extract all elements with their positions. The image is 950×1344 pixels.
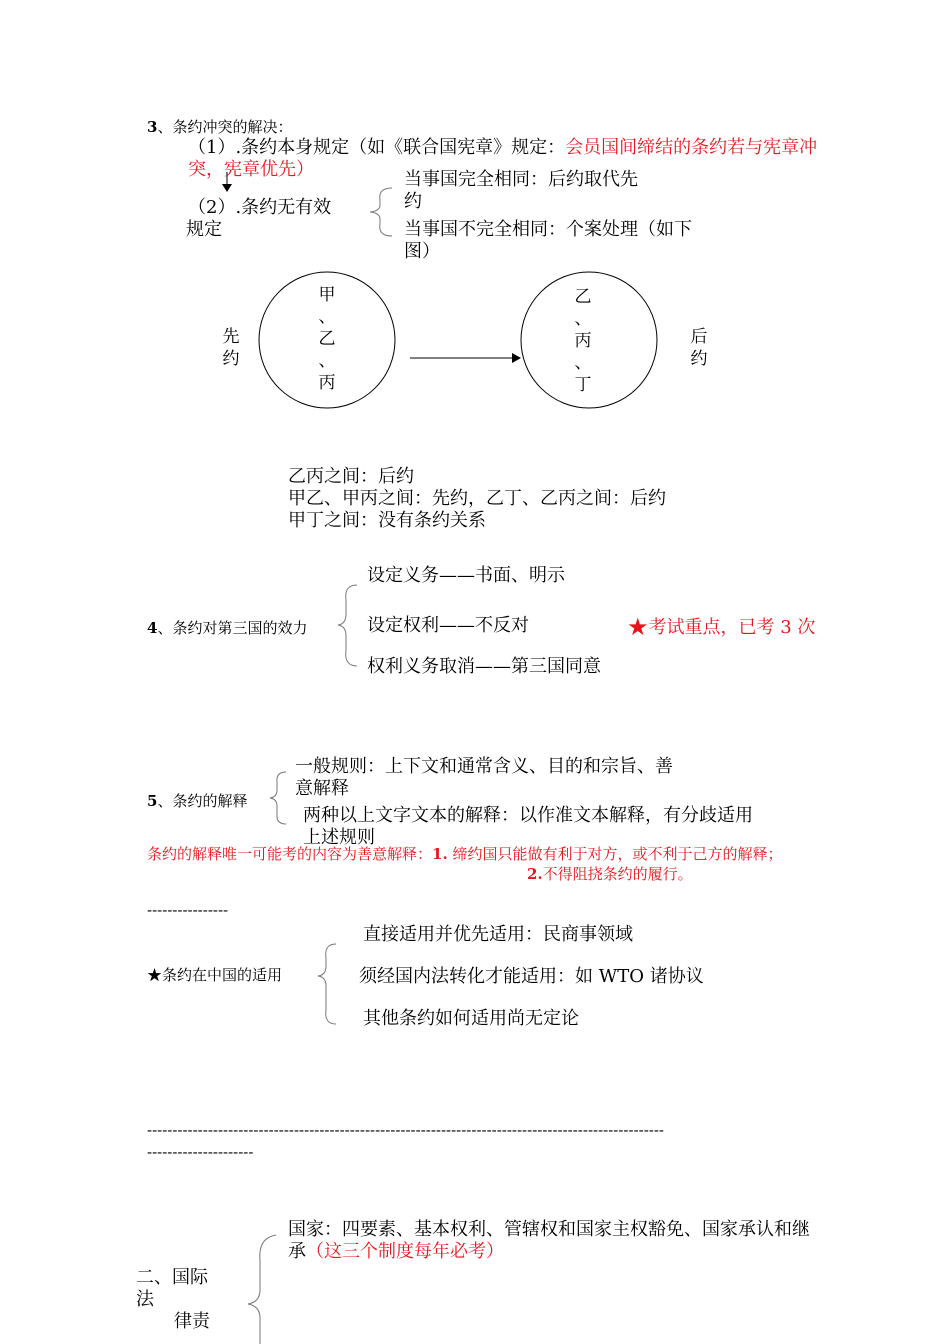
relation-2: 甲乙、甲丙之间：先约，乙丁、乙丙之间：后约 [288,488,666,509]
interp-item-2: 两种以上文字文本的解释：以作准文本解释，有分歧适用 [303,805,753,826]
brace-section4 [338,585,357,666]
left-label-char-1: 约 [222,349,240,369]
right-label-char-1: 约 [690,349,708,369]
interp-item-2-cut: 上述规则 [303,827,375,848]
relation-3: 甲丁之间：没有条约关系 [288,510,486,531]
third-party-item-3: 权利义务取消——第三国同意 [367,656,601,677]
rule2-cut: 规定 [186,219,222,240]
interp-item-1: 一般规则：上下文和通常含义、目的和宗旨、善 [295,756,673,777]
brace-rule2 [370,188,392,236]
short-divider: ---------------- [147,901,229,919]
right-circle-char-1: 、 [574,309,592,329]
third-party-item-1: 设定义务——书面、明示 [367,565,565,586]
earlier-treaty-circle [259,272,395,408]
china-item-3: 其他条约如何适用尚无定论 [363,1008,579,1029]
relation-1: 乙丙之间：后约 [288,466,414,487]
rule1-red: 会员国间缔结的条约若与宪章冲 [565,137,818,158]
long-divider-2: --------------------- [147,1143,254,1161]
left-circle-char-3: 、 [318,351,336,371]
third-party-item-2: 设定权利——不反对 [367,615,529,636]
section5-title: 5、条约的解释 [147,792,248,810]
state-line1: 国家：四要素、基本权利、管辖权和国家主权豁免、国家承认和继 [288,1219,810,1240]
china-item-2: 须经国内法转化才能适用：如 WTO 诸协议 [359,966,704,987]
branch1-line: 当事国完全相同：后约取代先 [404,169,638,190]
branch2-line: 当事国不完全相同：个案处理（如下 [404,219,692,240]
long-divider-1: ------------------------------------------------------------------------------------------------------ [147,1121,664,1139]
left-circle-char-2: 乙 [318,329,336,349]
state-red-note: （这三个制度每年必考） [306,1241,504,1262]
rule1-prefix: （1）.条约本身规定（如《联合国宪章》规定： [188,137,566,158]
left-circle-char-1: 、 [318,307,336,327]
brace-section5 [270,772,286,824]
star-icon: ★ [627,613,649,641]
state-line2: 承（这三个制度每年必考） [288,1241,504,1262]
branch2-cut: 图） [404,241,440,262]
left-circle-char-4: 丙 [318,373,336,393]
down-arrow-head [222,184,232,192]
cut-label: 律责 [174,1311,210,1332]
rule2-line: （2）.条约无有效 [188,197,332,218]
left-label-char-0: 先 [222,327,240,347]
china-item-1: 直接适用并优先适用：民商事领域 [363,924,633,945]
right-circle-char-4: 丁 [574,375,592,395]
brace-china [318,944,336,1024]
section-two-title-1: 二、国际 [136,1267,208,1288]
rule1-cut: 突，宪章优先） [188,159,314,180]
section-two-title-2: 法 [136,1289,154,1310]
left-circle-char-0: 甲 [318,285,336,305]
section4-title: 4、条约对第三国的效力 [147,619,308,637]
interp-note-line2: 2.不得阻挠条约的履行。 [527,865,693,883]
later-treaty-circle [521,272,657,408]
right-label-char-0: 后 [690,327,708,347]
circle-arrow-head [512,353,521,363]
china-title: ★条约在中国的适用 [147,966,283,984]
interp-note-line1: 条约的解释唯一可能考的内容为善意解释：1. 缔约国只能做有利于对方，或不利于己方的解释； [147,845,783,863]
right-circle-char-0: 乙 [574,287,592,307]
right-circle-char-2: 丙 [574,331,592,351]
exam-note-text: 考试重点，已考 3 次 [648,617,816,638]
right-circle-char-3: 、 [574,353,592,373]
section3-title: 3、条约冲突的解决： [147,118,293,136]
branch1-cut: 约 [404,191,422,212]
brace-section-two [248,1235,276,1344]
interp-item-1-cut: 意解释 [295,778,349,799]
